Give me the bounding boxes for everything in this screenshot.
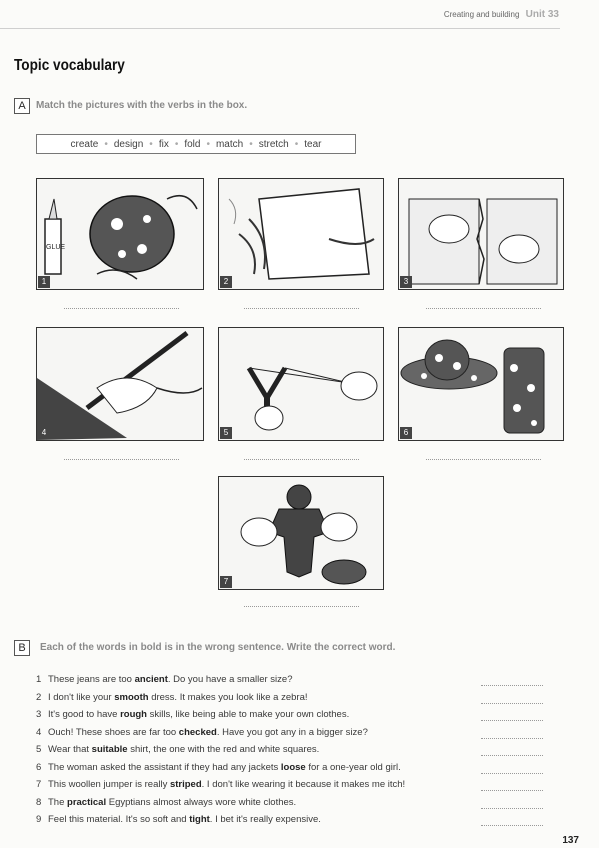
picture-5	[218, 327, 384, 441]
exercise-a-instruction: Match the pictures with the verbs in the box.	[36, 100, 248, 111]
page-title: Topic vocabulary	[14, 57, 125, 74]
sentence-text: . I don't like wearing it because it makes me itch!	[201, 779, 406, 790]
sentence-text: . Do you have a smaller size?	[167, 674, 293, 685]
answer-line-b3[interactable]	[481, 720, 543, 721]
answer-line-b5[interactable]	[481, 755, 543, 756]
bold-word: loose	[280, 761, 306, 773]
sentence-text: dress. It makes you look like a zebra!	[148, 691, 308, 703]
answer-line-2[interactable]	[244, 308, 359, 309]
answer-line-7[interactable]	[244, 606, 359, 607]
picture-number: 5	[220, 427, 232, 439]
sentence-8	[36, 797, 296, 812]
picture-4	[36, 327, 204, 441]
sentence-9	[36, 814, 321, 829]
bold-word: suitable	[91, 744, 128, 755]
sentence-1	[36, 674, 293, 689]
exercise-b-instruction: Each of the words in bold is in the wrong sentence. Write the correct word.	[40, 642, 396, 653]
sentence-number: 2	[36, 691, 42, 703]
picture-number: 1	[38, 276, 50, 288]
unit-label: Unit 33	[525, 9, 559, 20]
word-tear: tear	[304, 138, 322, 150]
folding-cloth-icon	[219, 179, 383, 289]
word-stretch: stretch	[258, 138, 289, 150]
sentence-number: 6	[36, 761, 42, 773]
sentence-text: Ouch! These shoes are far too	[48, 726, 179, 738]
bold-word: tight	[189, 814, 210, 825]
exercise-a-letter: A	[14, 98, 30, 114]
sentence-7	[36, 779, 405, 794]
clay-figure-icon	[219, 477, 383, 589]
sentence-text: . Have you got any in a bigger size?	[216, 726, 368, 738]
sentence-number: 3	[36, 709, 42, 720]
sentence-5	[36, 744, 319, 759]
page-number: 137	[562, 835, 579, 846]
sentence-text: . I bet it's really expensive.	[209, 814, 321, 825]
answer-line-b2[interactable]	[481, 703, 543, 704]
word-fix: fix	[158, 138, 169, 150]
bold-word: checked	[178, 726, 217, 738]
sentence-text: I don't like your	[48, 691, 115, 703]
sentence-2	[36, 692, 308, 707]
sentence-text: The woman asked the assistant if they had any jackets	[48, 761, 281, 773]
answer-line-4[interactable]	[64, 459, 179, 460]
answer-line-5[interactable]	[244, 459, 359, 460]
exercise-b-letter: B	[14, 640, 30, 656]
svg-text:GLUE: GLUE	[46, 244, 66, 251]
sentence-4	[36, 727, 368, 742]
picture-1	[36, 178, 204, 290]
sentence-number: 7	[36, 779, 42, 790]
answer-line-b7[interactable]	[481, 790, 543, 791]
answer-line-b6[interactable]	[481, 773, 543, 774]
answer-line-b8[interactable]	[481, 808, 543, 809]
sentence-number: 9	[36, 814, 42, 825]
word-match: match	[215, 138, 244, 150]
word-design: design	[113, 138, 144, 150]
picture-number: 2	[220, 276, 232, 288]
word-box: create • design • fix • fold • match • stretch • tear	[36, 134, 356, 154]
answer-line-b1[interactable]	[481, 685, 543, 686]
sentence-text: Egyptians almost always wore white clothes.	[106, 796, 297, 808]
sentence-text: It's good to have	[48, 709, 121, 720]
picture-6	[398, 327, 564, 441]
picture-number: 4	[38, 427, 50, 439]
hat-and-scarf-icon	[399, 328, 563, 440]
bold-word: rough	[120, 709, 147, 720]
sentence-number: 8	[36, 796, 42, 808]
bold-word: smooth	[114, 691, 149, 703]
glue-vase-icon	[37, 179, 203, 289]
header-rule	[0, 28, 560, 29]
tearing-paper-icon	[399, 179, 563, 289]
section-title: Creating and building	[443, 10, 520, 19]
answer-line-b9[interactable]	[481, 825, 543, 826]
sentence-text: for a one-year old girl.	[305, 761, 401, 773]
sentence-text: Wear that	[48, 744, 92, 755]
picture-3	[398, 178, 564, 290]
slingshot-icon	[219, 328, 383, 440]
picture-number: 3	[400, 276, 412, 288]
answer-line-6[interactable]	[426, 459, 541, 460]
pencil-drawing-icon	[37, 328, 203, 440]
sentence-text: Feel this material. It's so soft and	[48, 814, 190, 825]
sentence-6	[36, 762, 401, 777]
sentence-number: 5	[36, 744, 42, 755]
picture-number: 7	[220, 576, 232, 588]
sentence-number: 4	[36, 726, 42, 738]
sentence-text: This woollen jumper is really	[48, 779, 170, 790]
bold-word: ancient	[134, 674, 168, 685]
sentence-text: skills, like being able to make your own clothes.	[146, 709, 350, 720]
picture-number: 6	[400, 427, 412, 439]
picture-2	[218, 178, 384, 290]
picture-7	[218, 476, 384, 590]
sentence-text: shirt, the one with the red and white squares.	[127, 744, 320, 755]
sentence-text: These jeans are too	[48, 674, 135, 685]
answer-line-3[interactable]	[426, 308, 541, 309]
sentence-text: The	[48, 796, 68, 808]
bold-word: striped	[169, 779, 202, 790]
word-create: create	[70, 138, 99, 150]
sentence-number: 1	[36, 674, 42, 685]
bold-word: practical	[67, 796, 107, 808]
word-fold: fold	[184, 138, 201, 150]
running-head	[444, 9, 559, 20]
sentence-3	[36, 709, 349, 724]
answer-line-b4[interactable]	[481, 738, 543, 739]
answer-line-1[interactable]	[64, 308, 179, 309]
